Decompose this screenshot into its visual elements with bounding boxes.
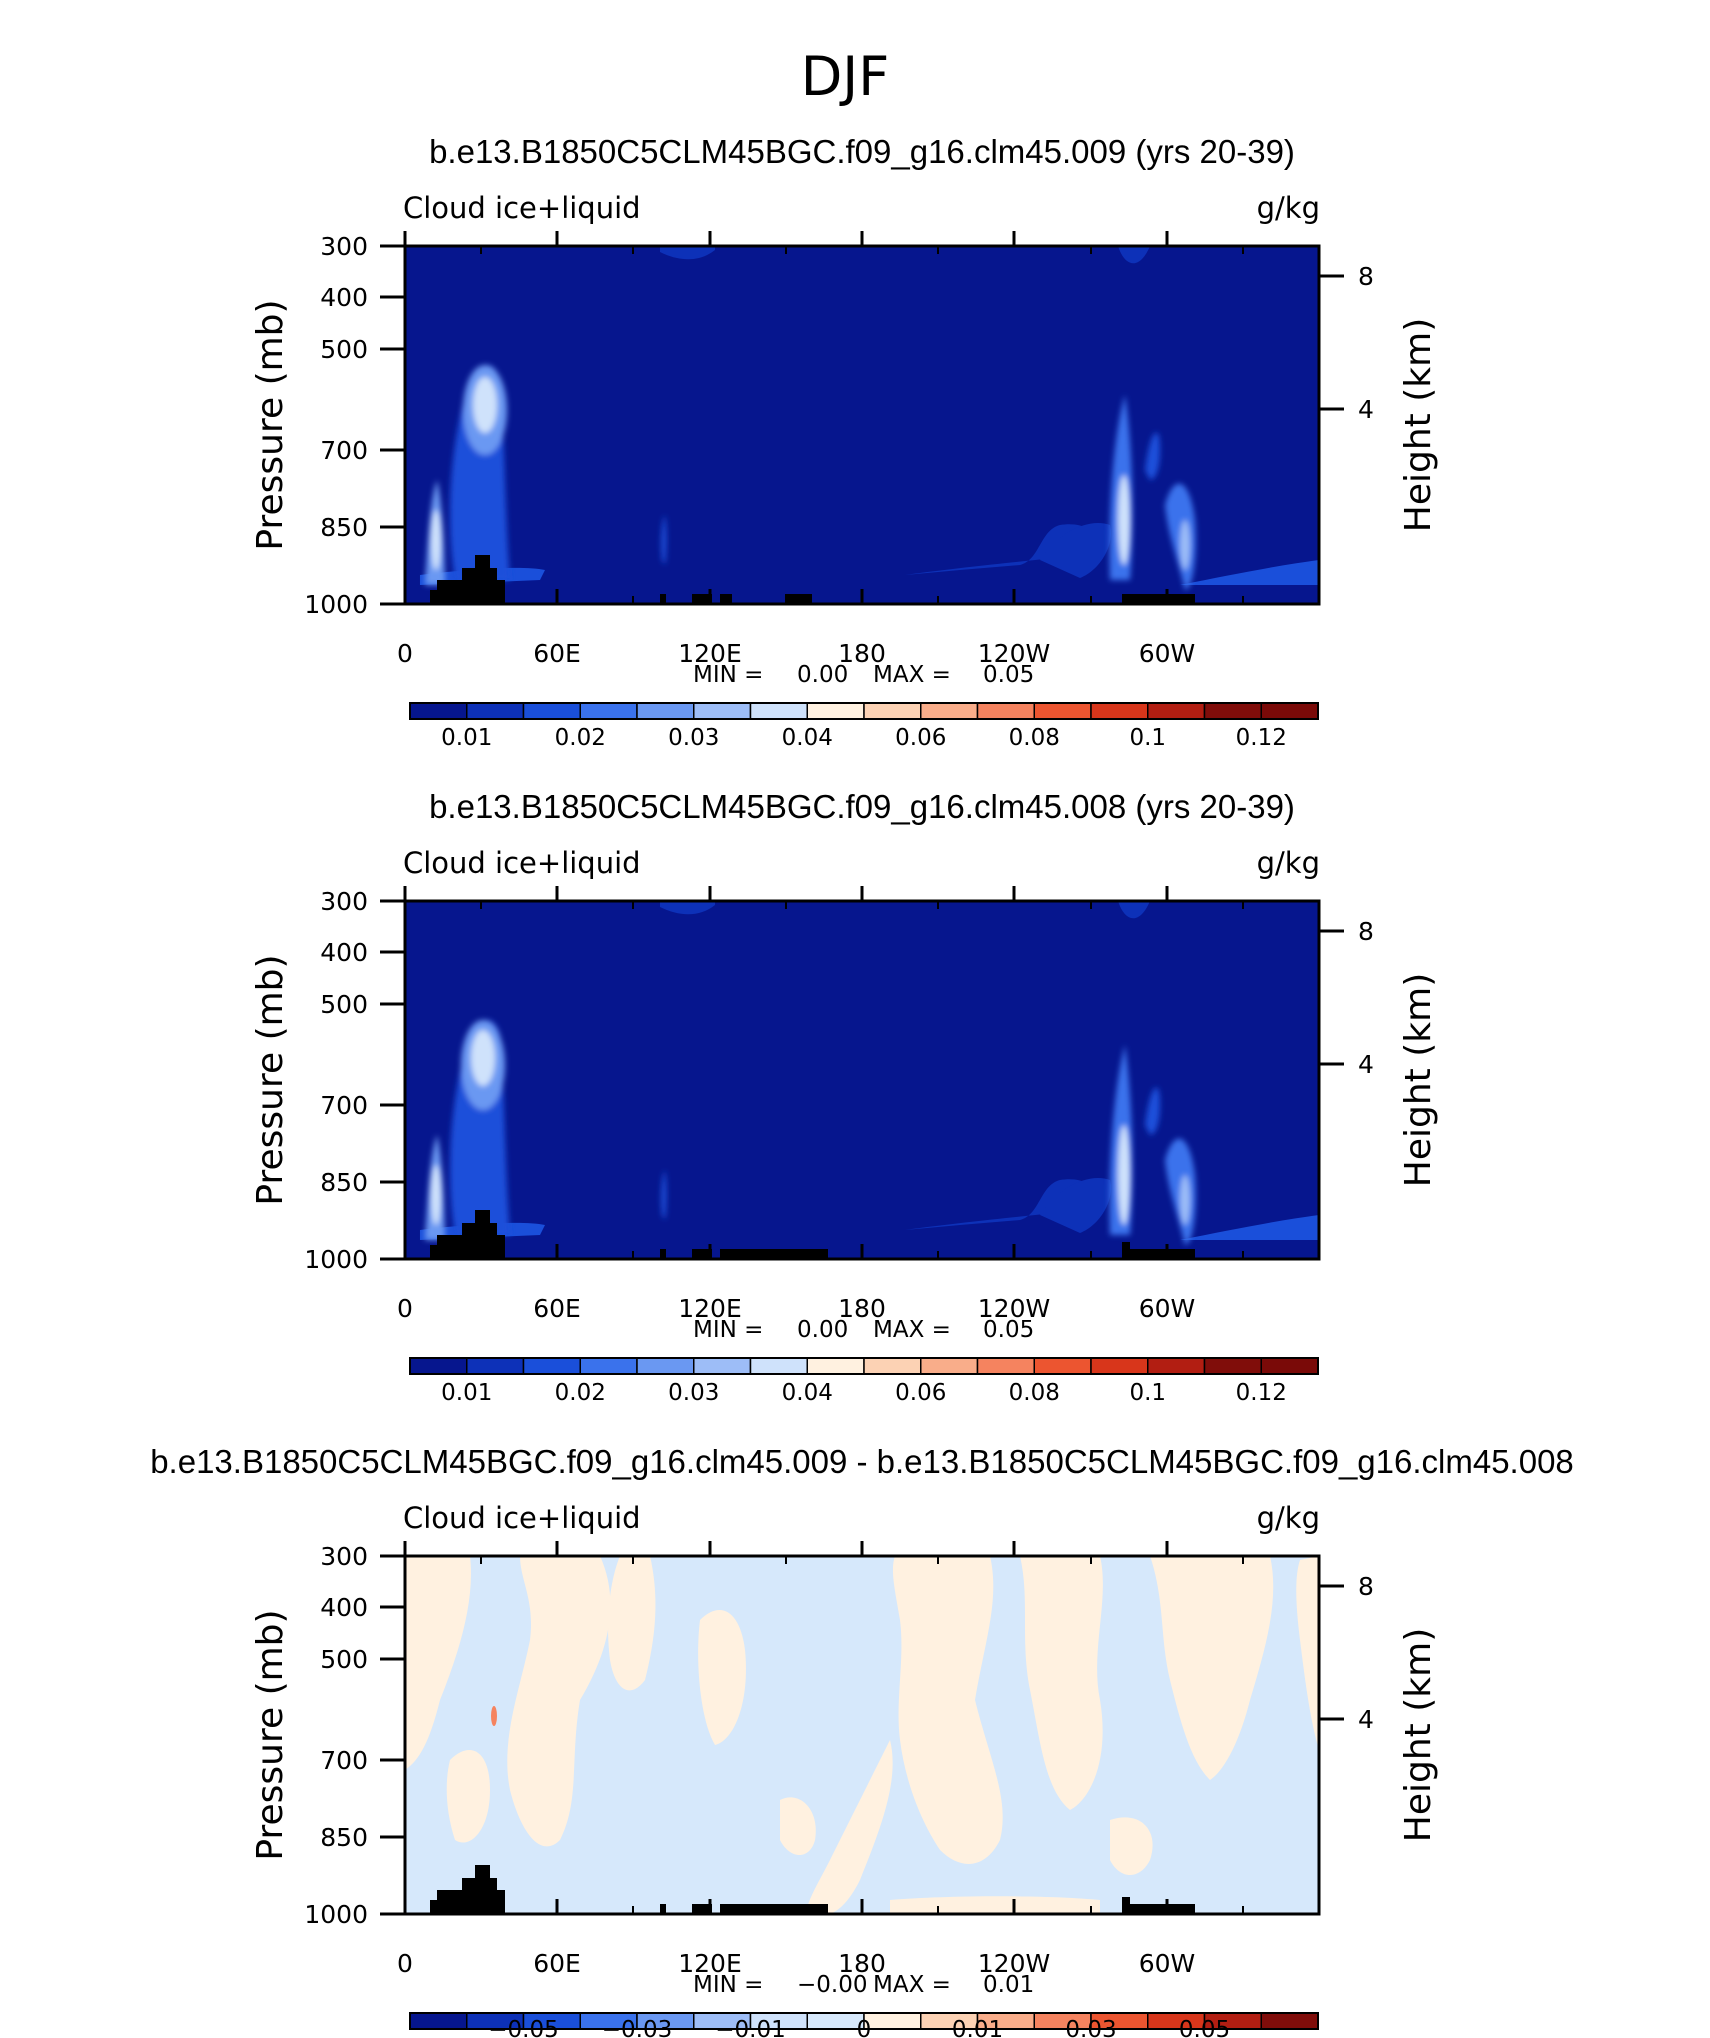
colorbar-box: [1148, 703, 1205, 719]
y-axis-title: Pressure (mb): [250, 1609, 291, 1861]
colorbar-box: [524, 1358, 581, 1374]
y2-tick-label: 8: [1358, 917, 1374, 946]
colorbar-label: 0: [856, 2017, 872, 2038]
colorbar-label: 0.04: [781, 1380, 833, 1406]
contour-region: [431, 1165, 441, 1225]
x-tick-label: 180: [838, 1294, 886, 1323]
colorbar-label: 0.08: [1008, 725, 1060, 751]
y-axis-title: Pressure (mb): [250, 299, 291, 551]
y-tick-label: 500: [320, 990, 368, 1019]
y2-tick-label: 4: [1358, 395, 1374, 424]
colorbar-label: 0.01: [951, 2017, 1004, 2038]
colorbar-label: 0.12: [1235, 725, 1287, 751]
colorbar: [410, 2013, 1318, 2038]
x-tick-label: 60W: [1138, 1949, 1196, 1978]
colorbar-box: [1205, 703, 1262, 719]
colorbar-box: [921, 703, 978, 719]
y2-axis: [1319, 1572, 1439, 1842]
variable-label: Cloud ice+liquid: [403, 1501, 641, 1535]
colorbar-box: [807, 1358, 864, 1374]
panel-1: [250, 133, 1439, 751]
colorbar: [410, 1358, 1318, 1406]
x-tick-label: 0: [397, 1949, 413, 1978]
x-tick-label: 60E: [533, 1949, 581, 1978]
x-tick-label: 0: [397, 639, 413, 668]
colorbar-label: 0.01: [441, 1380, 493, 1406]
min-label: MIN =: [693, 662, 764, 688]
contour-region: [1118, 475, 1130, 565]
x-tick-label: 120E: [678, 1949, 742, 1978]
colorbar-label: 0.06: [895, 1380, 947, 1406]
units-label: g/kg: [1256, 191, 1320, 225]
colorbar-box: [1148, 1358, 1205, 1374]
colorbar-label: 0.03: [1065, 2017, 1117, 2038]
colorbar-box: [694, 1358, 751, 1374]
colorbar-box: [637, 703, 694, 719]
max-label: MAX =: [873, 1317, 951, 1343]
max-label: MAX =: [873, 662, 951, 688]
max-label: MAX =: [873, 1972, 951, 1998]
colorbar-label: −0.03: [601, 2017, 673, 2038]
units-label: g/kg: [1256, 846, 1320, 880]
y-tick-label: 700: [320, 436, 368, 465]
colorbar-label: −0.01: [715, 2017, 786, 2038]
colorbar-box: [1205, 1358, 1262, 1374]
colorbar-box: [978, 1358, 1035, 1374]
y2-axis: [1319, 917, 1439, 1187]
plot-area: [405, 246, 1319, 604]
colorbar-box: [580, 703, 637, 719]
y-tick-label: 1000: [304, 1245, 368, 1274]
colorbar-box: [1091, 703, 1148, 719]
y-tick-label: 300: [320, 887, 368, 916]
y-tick-label: 400: [320, 283, 368, 312]
colorbar-box: [1261, 703, 1318, 719]
y-tick-label: 850: [320, 513, 368, 542]
y-tick-label: 1000: [304, 1900, 368, 1929]
min-value: −0.00: [797, 1972, 868, 1998]
y2-axis-title: Height (km): [1398, 1627, 1439, 1843]
y2-axis-title: Height (km): [1398, 972, 1439, 1188]
y-tick-label: 300: [320, 1542, 368, 1571]
colorbar-label: 0.1: [1129, 725, 1167, 751]
colorbar-box: [580, 1358, 637, 1374]
y2-tick-label: 4: [1358, 1050, 1374, 1079]
y2-axis-title: Height (km): [1398, 317, 1439, 533]
colorbar-box: [410, 703, 467, 719]
colorbar-label: 0.03: [668, 1380, 720, 1406]
colorbar-box: [1034, 703, 1091, 719]
min-label: MIN =: [693, 1317, 764, 1343]
colorbar-label: 0.12: [1235, 1380, 1287, 1406]
colorbar-label: 0.03: [668, 725, 720, 751]
y-axis: [250, 232, 405, 619]
y-tick-label: 850: [320, 1168, 368, 1197]
panel-3: [150, 1443, 1574, 2038]
panel-title: b.e13.B1850C5CLM45BGC.f09_g16.clm45.009 (yrs 20-39): [429, 133, 1295, 170]
season-title: DJF: [800, 45, 890, 108]
y-tick-label: 700: [320, 1746, 368, 1775]
y-tick-label: 300: [320, 232, 368, 261]
contour-region: [890, 1896, 1100, 1914]
colorbar-box: [410, 2013, 467, 2029]
panel-title: b.e13.B1850C5CLM45BGC.f09_g16.clm45.008 (yrs 20-39): [429, 788, 1295, 825]
colorbar-box: [1034, 1358, 1091, 1374]
x-tick-label: 60W: [1138, 1294, 1196, 1323]
contour-region: [473, 377, 497, 433]
colorbar-box: [978, 703, 1035, 719]
y-tick-label: 400: [320, 1593, 368, 1622]
min-label: MIN =: [693, 1972, 764, 1998]
min-value: 0.00: [797, 1317, 849, 1343]
colorbar-label: 0.05: [1178, 2017, 1231, 2038]
y-tick-label: 500: [320, 335, 368, 364]
min-max-readout: [693, 1972, 1034, 1998]
colorbar-box: [410, 1358, 467, 1374]
colorbar-box: [864, 1358, 921, 1374]
colorbar-box: [864, 2013, 921, 2029]
x-tick-label: 120W: [977, 1294, 1051, 1323]
y2-tick-label: 8: [1358, 1572, 1374, 1601]
y2-axis: [1319, 262, 1439, 532]
colorbar-box: [524, 703, 581, 719]
colorbar-label: −0.05: [488, 2017, 559, 2038]
colorbar-label: 0.04: [781, 725, 833, 751]
colorbar-box: [1261, 2013, 1318, 2029]
y-axis: [250, 887, 405, 1274]
colorbar-box: [921, 1358, 978, 1374]
colorbar-box: [467, 1358, 524, 1374]
y-tick-label: 850: [320, 1823, 368, 1852]
colorbar-label: 0.02: [554, 725, 606, 751]
y-tick-label: 700: [320, 1091, 368, 1120]
units-label: g/kg: [1256, 1501, 1320, 1535]
variable-label: Cloud ice+liquid: [403, 191, 641, 225]
contour-region: [431, 510, 441, 570]
x-tick-label: 60W: [1138, 639, 1196, 668]
x-tick-label: 120E: [678, 639, 742, 668]
panel-title: b.e13.B1850C5CLM45BGC.f09_g16.clm45.009 - b.e13.B1850C5CLM45BGC.f09_g16.clm45.008: [150, 1443, 1574, 1480]
contour-region: [491, 1706, 497, 1726]
x-tick-label: 180: [838, 639, 886, 668]
y2-tick-label: 4: [1358, 1705, 1374, 1734]
contour-region: [1180, 1175, 1190, 1225]
colorbar-box: [1261, 1358, 1318, 1374]
plot-area: [405, 1556, 1319, 1914]
plot-area: [405, 901, 1319, 1259]
colorbar-box: [864, 703, 921, 719]
contour-region: [471, 1030, 495, 1086]
x-tick-label: 0: [397, 1294, 413, 1323]
colorbar-box: [751, 1358, 808, 1374]
colorbar-label: 0.01: [441, 725, 493, 751]
colorbar-box: [807, 2013, 864, 2029]
x-tick-label: 120W: [977, 639, 1051, 668]
colorbar-box: [694, 703, 751, 719]
colorbar-label: 0.1: [1129, 1380, 1167, 1406]
x-tick-label: 180: [838, 1949, 886, 1978]
max-value: 0.05: [983, 662, 1035, 688]
y2-tick-label: 8: [1358, 262, 1374, 291]
y-axis-title: Pressure (mb): [250, 954, 291, 1206]
y-tick-label: 500: [320, 1645, 368, 1674]
colorbar-label: 0.08: [1008, 1380, 1060, 1406]
x-tick-label: 120W: [977, 1949, 1051, 1978]
x-tick-label: 120E: [678, 1294, 742, 1323]
colorbar-box: [637, 1358, 694, 1374]
x-tick-label: 60E: [533, 639, 581, 668]
panel-2: [250, 788, 1439, 1406]
colorbar: [410, 703, 1318, 751]
min-value: 0.00: [797, 662, 849, 688]
variable-label: Cloud ice+liquid: [403, 846, 641, 880]
colorbar-box: [807, 703, 864, 719]
contour-region: [1180, 520, 1190, 570]
contour-region: [1118, 1125, 1130, 1225]
colorbar-box: [751, 703, 808, 719]
y-axis: [250, 1542, 405, 1929]
max-value: 0.01: [983, 1972, 1035, 1998]
x-tick-label: 60E: [533, 1294, 581, 1323]
y-tick-label: 1000: [304, 590, 368, 619]
y-tick-label: 400: [320, 938, 368, 967]
max-value: 0.05: [983, 1317, 1035, 1343]
colorbar-label: 0.02: [554, 1380, 606, 1406]
colorbar-box: [1091, 1358, 1148, 1374]
colorbar-label: 0.06: [895, 725, 947, 751]
colorbar-box: [467, 703, 524, 719]
